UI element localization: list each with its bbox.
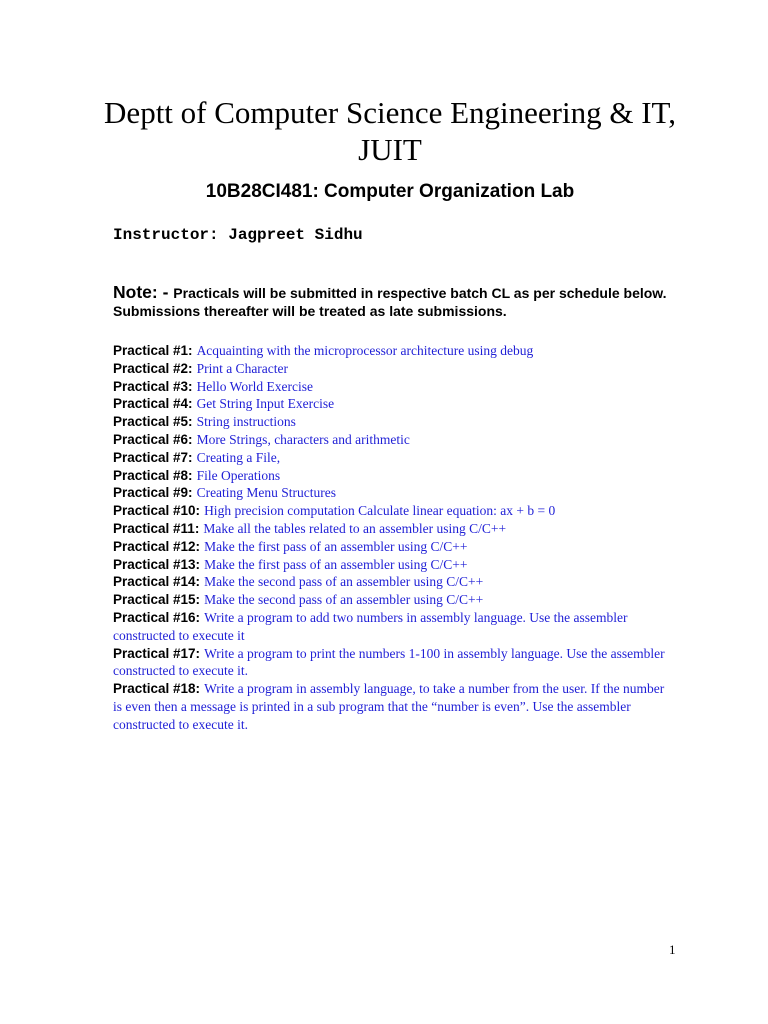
practical-description: More Strings, characters and arithmetic (196, 431, 410, 447)
practical-label: Practical #7: (113, 449, 193, 465)
practical-label: Practical #8: (113, 467, 193, 483)
practical-item (113, 591, 673, 609)
practical-label: Practical #6: (113, 431, 193, 447)
practical-item (113, 645, 673, 681)
practical-item (113, 502, 673, 520)
practical-label: Practical #9: (113, 485, 193, 501)
practical-item (113, 395, 673, 413)
course-title: 10B28CI481: Computer Organization Lab (205, 181, 575, 202)
practical-label: Practical #3: (113, 378, 193, 394)
practical-item (113, 378, 673, 396)
practical-item (113, 431, 673, 449)
practical-description: Make the first pass of an assembler using C/C++ (204, 556, 468, 572)
practical-label: Practical #1: (113, 343, 193, 358)
practical-item (113, 573, 673, 591)
practical-item (113, 484, 673, 502)
practical-label: Practical #18: (113, 681, 201, 697)
page-number: 1 (669, 942, 676, 957)
practical-label: Practical #13: (113, 556, 201, 572)
practical-description: Creating Menu Structures (196, 485, 337, 501)
practical-item (113, 609, 673, 645)
practical-description: String instructions (196, 414, 296, 430)
practical-description: Creating a File, (196, 449, 281, 465)
practical-description: Write a program to add two numbers in assembly language. Use the assembler constructed to execute it (113, 609, 628, 643)
note-paragraph (113, 283, 673, 320)
practical-description: Print a Character (196, 360, 289, 376)
note-text: Practicals will be submitted in respective batch CL as per schedule below. Submissions thereafter will be treated as late submissions. (113, 285, 667, 319)
practicals-list (113, 342, 673, 734)
practical-label: Practical #2: (113, 360, 193, 376)
practical-description: Make the first pass of an assembler using C/C++ (204, 538, 468, 554)
practical-description: Get String Input Exercise (196, 396, 335, 412)
practical-description: Hello World Exercise (196, 378, 313, 394)
note-label: Note: - (113, 282, 174, 302)
practical-label: Practical #14: (113, 574, 201, 590)
practical-description: Make the second pass of an assembler using C/C++ (204, 574, 484, 590)
practical-label: Practical #16: (113, 609, 201, 625)
practical-label: Practical #12: (113, 538, 201, 554)
practical-item (113, 538, 673, 556)
practical-item (113, 413, 673, 431)
practical-description: High precision computation Calculate linear equation: ax + b = 0 (204, 503, 556, 519)
practical-item (113, 556, 673, 574)
instructor-line: Instructor: Jagpreet Sidhu (113, 226, 363, 244)
practical-item (113, 449, 673, 467)
practical-label: Practical #17: (113, 645, 201, 661)
practical-description: Acquainting with the microprocessor architecture using debug (196, 343, 534, 358)
practical-item (113, 467, 673, 485)
practical-item (113, 342, 673, 360)
practical-label: Practical #10: (113, 503, 201, 519)
practical-label: Practical #5: (113, 414, 193, 430)
practical-item (113, 520, 673, 538)
practical-label: Practical #4: (113, 396, 193, 412)
practical-item (113, 360, 673, 378)
practical-description: Write a program in assembly language, to take a number from the user. If the number is even then a message is printed in a sub program that the “number is even”. Use the assembler constructed to execute it. (113, 681, 665, 732)
practical-description: Make the second pass of an assembler using C/C++ (204, 592, 484, 608)
practical-label: Practical #15: (113, 592, 201, 608)
page-title: Deptt of Computer Science Engineering & IT, JUIT (104, 95, 676, 167)
practical-description: Make all the tables related to an assembler using C/C++ (203, 520, 507, 536)
practical-item (113, 680, 673, 733)
practical-description: Write a program to print the numbers 1-100 in assembly language. Use the assembler constructed to execute it. (113, 645, 665, 679)
practical-label: Practical #11: (113, 520, 200, 536)
practical-description: File Operations (196, 467, 281, 483)
